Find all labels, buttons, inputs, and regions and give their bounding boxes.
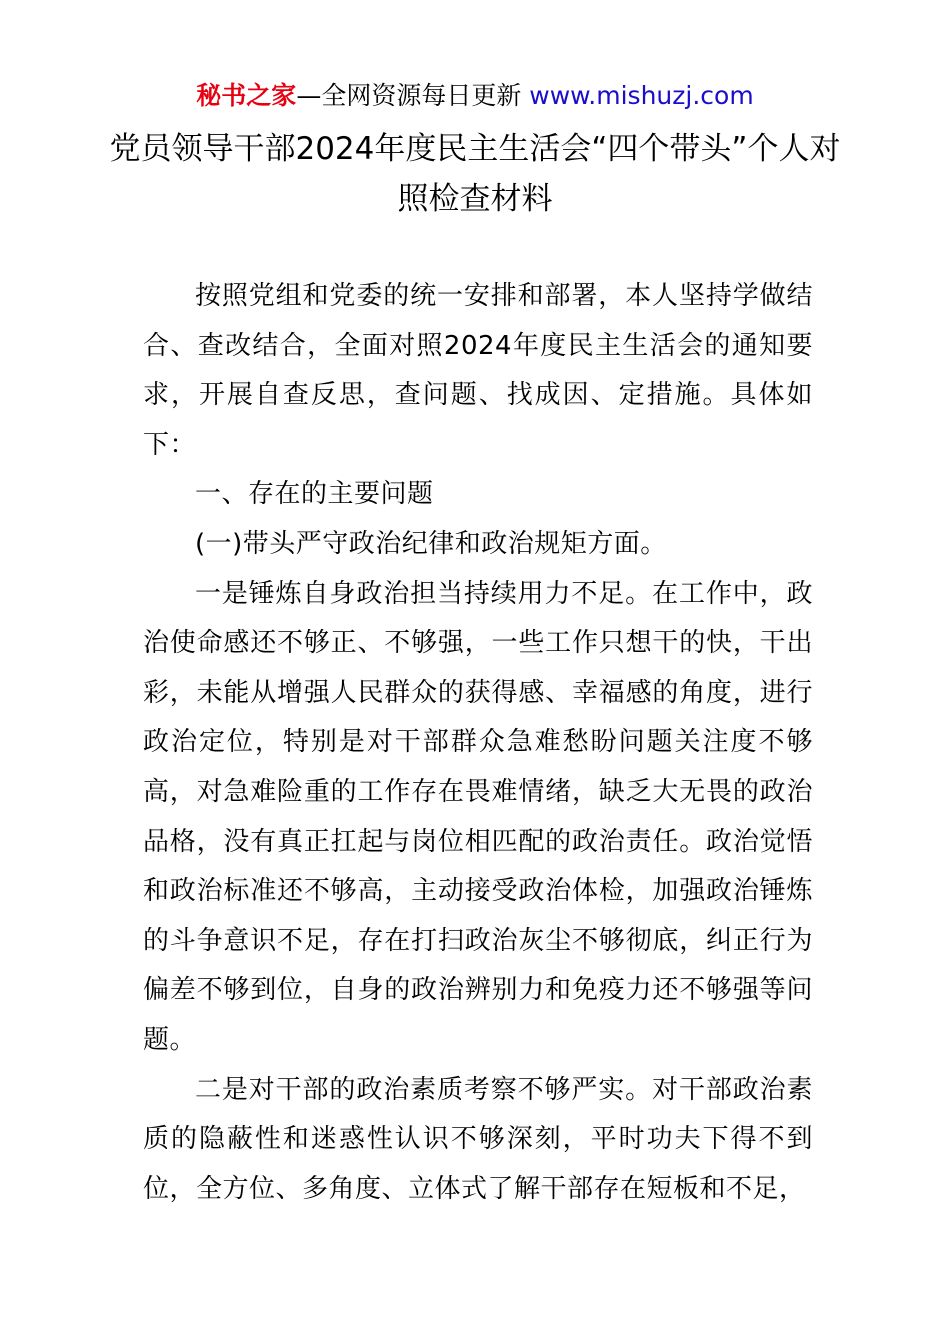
site-url-link[interactable]: www.mishuzj.com: [529, 81, 754, 110]
site-tagline: —全网资源每日更新: [296, 81, 530, 110]
site-brand: 秘书之家: [196, 81, 297, 110]
site-header: [0, 80, 950, 112]
body-paragraph: 一是锤炼自身政治担当持续用力不足。在工作中，政治使命感还不够正、不够强，一些工作只想干的快，干出彩，未能从增强人民群众的获得感、幸福感的角度，进行政治定位，特别是对干部群众急难愁盼问题关注度不够高，对急难险重的工作存在畏难情绪，缺乏大无畏的政治品格，没有真正扛起与岗位相匹配的政治责任。政治觉悟和政治标准还不够高，主动接受政治体检，加强政治锤炼的斗争意识不足，存在打扫政治灰尘不够彻底，纠正行为偏差不够到位，自身的政治辨别力和免疫力还不够强等问题。: [143, 578, 813, 1055]
document-title: 党员领导干部2024年度民主生活会“四个带头”个人对照检查材料: [109, 131, 841, 217]
subsection-heading: (一)带头严守政治纪律和政治规矩方面。: [195, 528, 667, 559]
document-body: [143, 272, 813, 1214]
section-heading: 一、存在的主要问题: [195, 479, 434, 510]
body-paragraph: 二是对干部的政治素质考察不够严实。对干部政治素质的隐蔽性和迷惑性认识不够深刻，平时功夫下得不到位，全方位、多角度、立体式了解干部存在短板和不足，: [143, 1074, 813, 1204]
intro-paragraph: 按照党组和党委的统一安排和部署，本人坚持学做结合、查改结合，全面对照2024年度民主生活会的通知要求，开展自查反思，查问题、找成因、定措施。具体如下：: [143, 281, 813, 460]
